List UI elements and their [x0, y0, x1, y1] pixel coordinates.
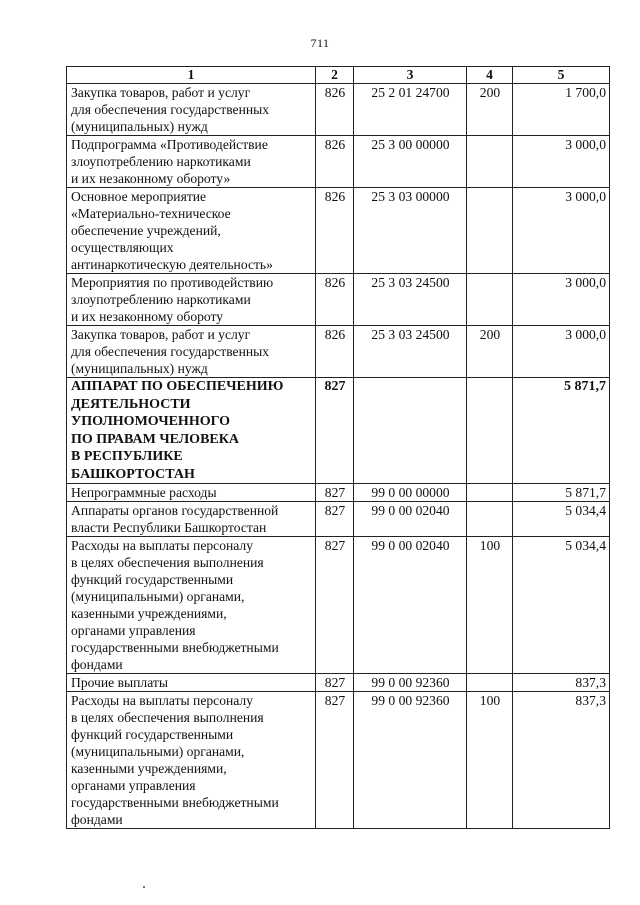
table-row — [67, 326, 610, 378]
item-name-cell: Закупка товаров, работ и услуг для обеспечения государственных (муниципальных) нужд — [67, 84, 316, 136]
ministry-code-cell: 827 — [316, 484, 354, 502]
expense-type-cell: 200 — [467, 326, 513, 378]
amount-cell: 1 700,0 — [513, 84, 610, 136]
expense-type-cell — [467, 502, 513, 537]
item-name-cell: Мероприятия по противодействию злоупотреблению наркотиками и их незаконному обороту — [67, 274, 316, 326]
target-article-cell: 25 3 03 24500 — [354, 274, 467, 326]
ministry-code-cell: 827 — [316, 378, 354, 484]
expense-type-cell — [467, 136, 513, 188]
table-body — [67, 84, 610, 829]
header-col-4: 4 — [467, 67, 513, 84]
ministry-code-cell: 827 — [316, 692, 354, 829]
target-article-cell: 99 0 00 00000 — [354, 484, 467, 502]
table-row — [67, 502, 610, 537]
amount-cell: 5 034,4 — [513, 502, 610, 537]
table-row — [67, 188, 610, 274]
table-row — [67, 378, 610, 484]
target-article-cell: 25 3 03 24500 — [354, 326, 467, 378]
ministry-code-cell: 827 — [316, 502, 354, 537]
amount-cell: 5 034,4 — [513, 537, 610, 674]
ministry-code-cell: 827 — [316, 537, 354, 674]
item-name-cell: Непрограммные расходы — [67, 484, 316, 502]
amount-cell: 5 871,7 — [513, 484, 610, 502]
target-article-cell: 99 0 00 92360 — [354, 692, 467, 829]
expense-type-cell: 200 — [467, 84, 513, 136]
table-row — [67, 674, 610, 692]
expense-type-cell — [467, 188, 513, 274]
item-name-cell: АППАРАТ ПО ОБЕСПЕЧЕНИЮ ДЕЯТЕЛЬНОСТИ УПОЛНОМОЧЕННОГО ПО ПРАВАМ ЧЕЛОВЕКА В РЕСПУБЛИКЕ БАШКОРТОСТАН — [67, 378, 316, 484]
amount-cell: 3 000,0 — [513, 274, 610, 326]
target-article-cell: 25 3 03 00000 — [354, 188, 467, 274]
header-col-1: 1 — [67, 67, 316, 84]
ministry-code-cell: 826 — [316, 136, 354, 188]
expense-type-cell — [467, 274, 513, 326]
ministry-code-cell: 826 — [316, 326, 354, 378]
target-article-cell: 25 2 01 24700 — [354, 84, 467, 136]
budget-table — [66, 66, 610, 829]
table-row — [67, 484, 610, 502]
expense-type-cell: 100 — [467, 537, 513, 674]
expense-type-cell — [467, 378, 513, 484]
item-name-cell: Закупка товаров, работ и услуг для обеспечения государственных (муниципальных) нужд — [67, 326, 316, 378]
item-name-cell: Расходы на выплаты персоналу в целях обеспечения выполнения функций государственными (муниципальными) органами, казенными учреждениями, органами управления государственными внебюджетными фондами — [67, 537, 316, 674]
table-row — [67, 274, 610, 326]
item-name-cell: Подпрограмма «Противодействие злоупотреблению наркотиками и их незаконному обороту» — [67, 136, 316, 188]
amount-cell: 3 000,0 — [513, 188, 610, 274]
target-article-cell: 99 0 00 92360 — [354, 674, 467, 692]
item-name-cell: Аппараты органов государственной власти Республики Башкортостан — [67, 502, 316, 537]
page-number: 711 — [310, 36, 330, 50]
expense-type-cell: 100 — [467, 692, 513, 829]
target-article-cell — [354, 378, 467, 484]
table-row — [67, 537, 610, 674]
expense-type-cell — [467, 484, 513, 502]
item-name-cell: Расходы на выплаты персоналу в целях обеспечения выполнения функций государственными (муниципальными) органами, казенными учреждениями, органами управления государственными внебюджетными фондами — [67, 692, 316, 829]
table-row — [67, 692, 610, 829]
header-col-5: 5 — [513, 67, 610, 84]
amount-cell: 5 871,7 — [513, 378, 610, 484]
item-name-cell: Основное мероприятие «Материально-техническое обеспечение учреждений, осуществляющих антинаркотическую деятельность» — [67, 188, 316, 274]
ministry-code-cell: 826 — [316, 84, 354, 136]
amount-cell: 3 000,0 — [513, 136, 610, 188]
target-article-cell: 25 3 00 00000 — [354, 136, 467, 188]
item-name-cell: Прочие выплаты — [67, 674, 316, 692]
ministry-code-cell: 826 — [316, 188, 354, 274]
amount-cell: 837,3 — [513, 674, 610, 692]
amount-cell: 837,3 — [513, 692, 610, 829]
scan-speck — [143, 886, 145, 888]
table-row — [67, 136, 610, 188]
ministry-code-cell: 826 — [316, 274, 354, 326]
target-article-cell: 99 0 00 02040 — [354, 537, 467, 674]
amount-cell: 3 000,0 — [513, 326, 610, 378]
ministry-code-cell: 827 — [316, 674, 354, 692]
table-row — [67, 84, 610, 136]
expense-type-cell — [467, 674, 513, 692]
target-article-cell: 99 0 00 02040 — [354, 502, 467, 537]
table-header-row — [67, 67, 610, 84]
header-col-2: 2 — [316, 67, 354, 84]
header-col-3: 3 — [354, 67, 467, 84]
